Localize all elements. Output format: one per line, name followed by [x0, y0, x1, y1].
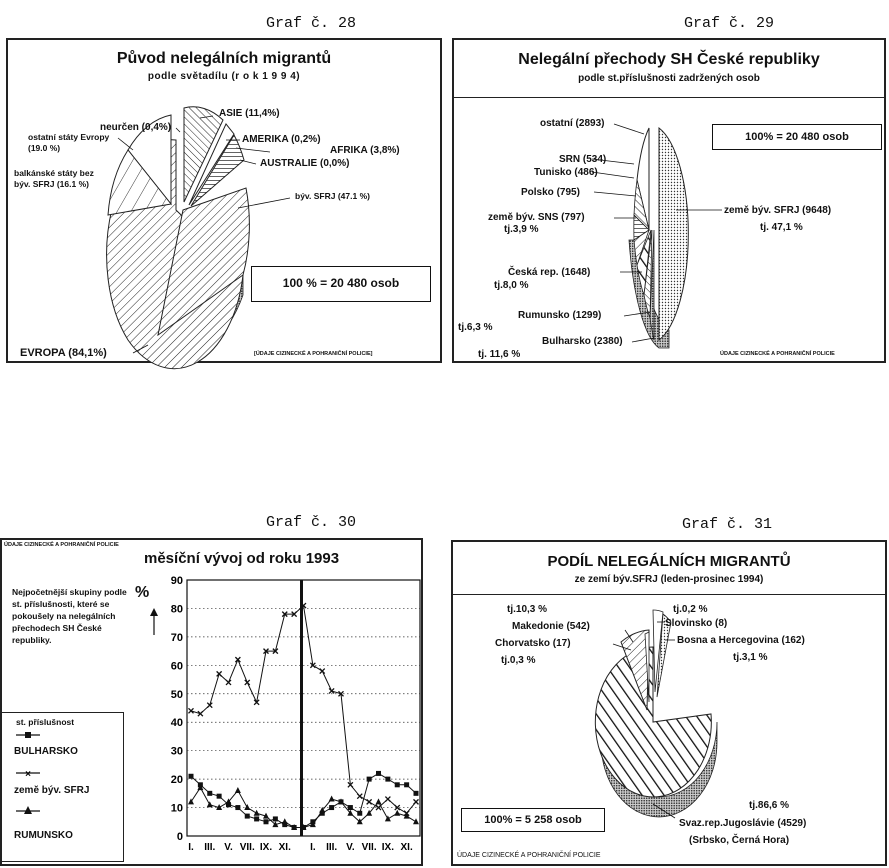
graf30-title: měsíční vývoj od roku 1993	[144, 550, 340, 567]
graf30-ytick: 90	[170, 575, 183, 587]
graf30-ytick: 30	[170, 745, 183, 758]
graf29-slice-sfrj	[659, 128, 688, 340]
graf28-label-amerika: AMERIKA (0,2%)	[242, 134, 321, 145]
graf31-label-makedonie-pct: tj.10,3 %	[507, 604, 548, 615]
graf30-legend-sfrj: zemĕ býv. SFRJ	[14, 785, 90, 796]
graf29-label-sfrj: země býv. SFRJ (9648)	[724, 205, 832, 216]
graf30-xtick: IX.	[381, 842, 394, 853]
graf30-point-rumunsko	[357, 818, 363, 824]
graf30-point-bulharsko	[235, 805, 240, 810]
graf30-point-bulharsko	[217, 794, 222, 799]
graf31-label-jugoslavie: Svaz.rep.Jugoslávie (4529)	[679, 818, 807, 829]
graf29-label-polsko: Polsko (795)	[521, 187, 580, 198]
graf28-label: Graf č. 28	[266, 15, 357, 32]
graf31-subtitle: ze zemí býv.SFRJ (leden-prosinec 1994)	[574, 574, 764, 585]
graf30-point-bulharsko	[273, 816, 278, 821]
graf30-point-bulharsko	[395, 782, 400, 787]
graf30-xtick: I.	[310, 842, 316, 853]
graf31-panel	[451, 540, 887, 866]
graf29-total-box: 100% = 20 480 osob	[712, 124, 882, 150]
graf31-label-chorvatsko-pct: tj.0,3 %	[501, 655, 536, 666]
graf30-plot-frame	[187, 580, 420, 836]
graf30-xtick: VII.	[361, 842, 377, 853]
graf30-ytick: 40	[170, 717, 183, 730]
graf29-label-bulharsko-pct: tj. 11,6 %	[478, 349, 521, 360]
graf30-point-bulharsko	[404, 782, 409, 787]
graf30-legend-bulharsko: BULHARSKO	[14, 746, 78, 757]
graf30-xtick: XI.	[400, 842, 413, 853]
graf30-point-bulharsko	[357, 811, 362, 816]
graf30-y-arrowhead	[150, 608, 158, 616]
graf30-xtick: IX.	[259, 842, 273, 853]
graf31-label-bosna-pct: tj.3,1 %	[733, 652, 768, 663]
graf29-label: Graf č. 29	[684, 15, 775, 32]
graf28-label-asie: ASIE (11,4%)	[219, 108, 280, 119]
graf30-point-bulharsko	[329, 805, 334, 810]
graf28-panel	[6, 38, 442, 363]
graf30-xtick: III.	[204, 842, 216, 853]
graf31-label-jugoslavie-pct: tj.86,6 %	[749, 800, 790, 811]
graf30-point-rumunsko	[394, 810, 400, 816]
graf28-subtitle: podle světadílu (r o k 1 9 9 4)	[147, 71, 301, 82]
graf28-label-ostatni: ostatní státy Evropy (19.0 %)	[28, 132, 110, 153]
graf30-point-rumunsko	[385, 815, 391, 821]
graf29-label-rumunsko: Rumunsko (1299)	[518, 310, 602, 321]
graf30-point-rumunsko	[413, 818, 419, 824]
graf31-label-makedonie: Makedonie (542)	[512, 621, 590, 632]
graf30-panel	[0, 538, 423, 866]
graf30-point-rumunsko	[244, 804, 250, 810]
graf30-ytick: 50	[170, 688, 183, 701]
graf30-xtick: VII.	[239, 842, 255, 853]
graf29-label-sfrj-pct: tj. 47,1 %	[760, 222, 803, 233]
graf30-source: ÚDAJE CIZINECKÉ A POHRANIČNÍ POLICIE	[4, 542, 119, 548]
graf30-legend-rumunsko: RUMUNSKO	[14, 830, 73, 841]
graf29-label-rumunsko-pct: tj.6,3 %	[458, 322, 493, 333]
graf30-point-bulharsko	[414, 791, 419, 796]
graf31-label-bosna: Bosna a Hercegovina (162)	[677, 635, 805, 646]
graf30-ylabel: %	[135, 584, 150, 601]
graf29-subtitle: podle st.příslušnosti zadržených osob	[578, 73, 760, 84]
graf30-point-bulharsko	[207, 791, 212, 796]
graf29-label-bulharsko: Bulharsko (2380)	[542, 336, 623, 347]
graf30-series-line-0	[191, 773, 416, 827]
graf30-point-bulharsko	[348, 805, 353, 810]
graf30-ytick: 10	[170, 802, 183, 815]
graf28-total-box: 100 % = 20 480 osob	[251, 266, 431, 302]
graf30-point-rumunsko	[329, 796, 335, 802]
graf30-point-bulharsko	[264, 819, 269, 824]
graf30-ytick: 20	[170, 774, 183, 787]
graf29-label-sns-pct: tj.3,9 %	[504, 224, 539, 235]
graf30-ytick: 70	[170, 631, 183, 644]
graf30-point-bulharsko	[189, 774, 194, 779]
graf30-point-bulharsko	[245, 814, 250, 819]
graf30-ytick: 60	[170, 660, 183, 673]
graf28-label-australie: AUSTRALIE (0,0%)	[260, 158, 350, 169]
graf30-description: Nejpočetnější skupiny podle st. příslušnosti, které se pokoušely na nelegálních přechodech SH České republiky.	[12, 587, 127, 645]
graf28-label-neurcen: neurčen (0,4%)	[100, 122, 172, 133]
graf31-total-box: 100% = 5 258 osob	[461, 808, 605, 832]
graf31-label-slovinsko: Slovinsko (8)	[665, 618, 728, 629]
graf30-line-chart	[2, 540, 425, 868]
graf29-title: Nelegální přechody SH České republiky	[518, 51, 820, 68]
graf29-label-cr: Česká rep. (1648)	[508, 267, 591, 278]
graf30-ytick: 0	[176, 831, 183, 843]
graf30-point-rumunsko	[376, 798, 382, 804]
graf30-point-rumunsko	[235, 787, 241, 793]
graf28-source: [ÚDAJE CIZINECKÉ A POHRANIČNÍ POLICIE]	[254, 351, 373, 357]
graf30-point-bulharsko	[367, 777, 372, 782]
graf30-ytick: 80	[170, 603, 183, 616]
graf31-label-slovinsko-pct: tj.0,2 %	[673, 604, 708, 615]
graf28-label-evropa: EVROPA (84,1%)	[20, 347, 107, 359]
graf30-xtick: I.	[188, 842, 194, 853]
graf28-title: Původ nelegálních migrantů	[116, 50, 332, 67]
graf29-panel	[452, 38, 886, 363]
graf30-point-bulharsko	[254, 816, 259, 821]
graf29-label-ostatni: ostatní (2893)	[540, 118, 605, 129]
graf30-xtick: III.	[326, 842, 338, 853]
graf30-xtick: V.	[346, 842, 355, 853]
svg-text:×: ×	[25, 769, 31, 780]
graf31-label: Graf č. 31	[682, 516, 773, 533]
graf29-label-srn: SRN (534)	[559, 154, 607, 165]
graf28-label-balkan: balkánské státy bez býv. SFRJ (16.1 %)	[14, 168, 94, 189]
graf30-point-bulharsko	[385, 777, 390, 782]
graf31-source: ÚDAJE CIZINECKÉ A POHRANIČNÍ POLICIE	[457, 852, 601, 859]
graf31-label-chorvatsko: Chorvatsko (17)	[495, 638, 571, 649]
graf29-label-cr-pct: tj.8,0 %	[494, 280, 529, 291]
graf31-title: PODÍL NELEGÁLNÍCH MIGRANTŮ	[547, 553, 791, 570]
graf30-legend-title: st. příslušnost	[16, 717, 75, 727]
graf29-source: ÚDAJE CIZINECKÉ A POHRANIČNÍ POLICIE	[720, 351, 835, 357]
graf30-point-rumunsko	[282, 818, 288, 824]
graf29-label-tunisko: Tunisko (486)	[534, 167, 598, 178]
graf28-pie	[8, 40, 444, 365]
graf28-label-sfrj: býv. SFRJ (47.1 %)	[295, 191, 370, 201]
graf30-point-rumunsko	[254, 810, 260, 816]
graf30-point-bulharsko	[376, 771, 381, 776]
graf30-xtick: XI.	[278, 842, 291, 853]
graf28-label-afrika: AFRIKA (3,8%)	[330, 145, 400, 156]
graf30-label: Graf č. 30	[266, 514, 357, 531]
graf31-slice-jugoslavie	[595, 647, 711, 797]
graf30-point-rumunsko	[207, 801, 213, 807]
graf31-label-jugoslavie-note: (Srbsko, Černá Hora)	[689, 835, 790, 846]
graf29-label-sns: země býv. SNS (797)	[488, 212, 585, 223]
graf30-xtick: V.	[224, 842, 233, 853]
